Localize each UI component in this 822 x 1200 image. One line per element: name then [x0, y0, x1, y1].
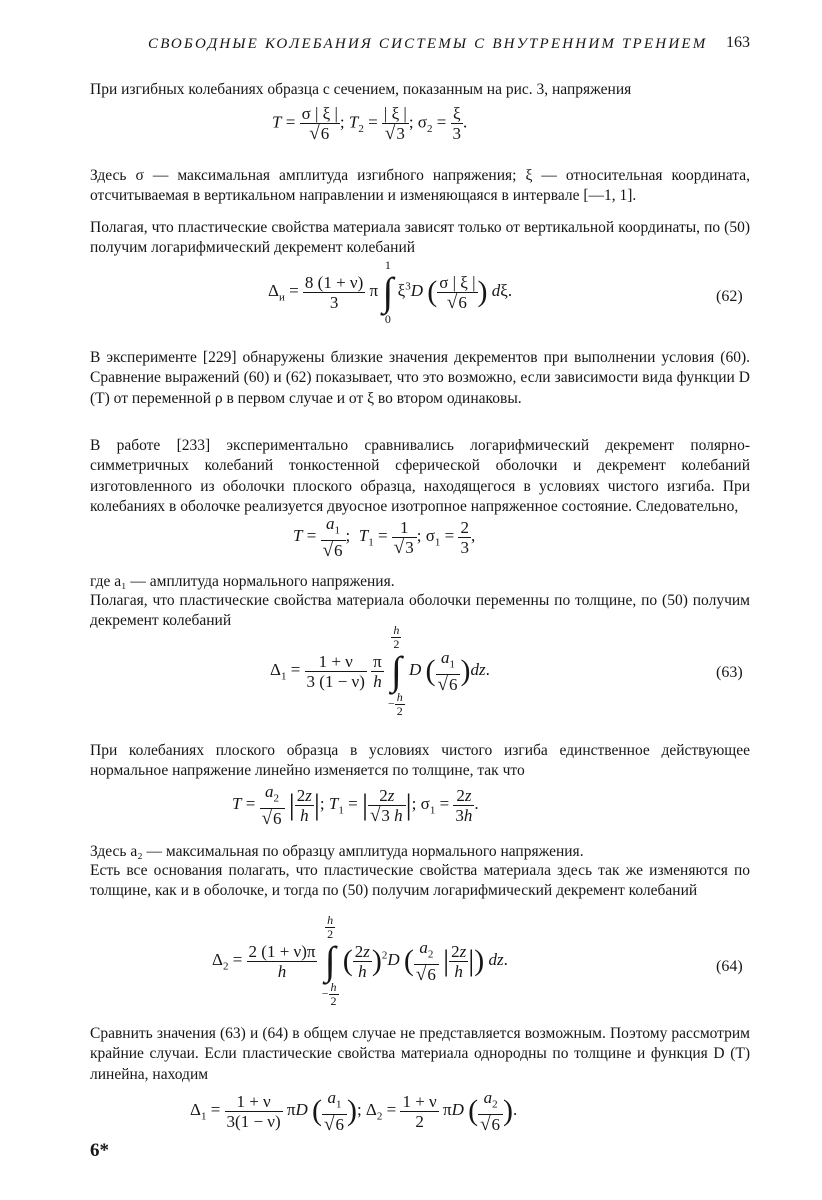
paragraph-10: Есть все основания полагать, что пластические свойства материала здесь так же изменяются по толщине, как и в оболочке, и тогда по (50) получим логарифмический декремент колебаний — [90, 862, 750, 900]
paragraph-11: Сравнить значения (63) и (64) в общем случае не представляется возможным. Поэтому рассмотрим крайние случаи. Если пластические свойства материала однородны по толщине и функция D (T) линейна, находим — [90, 1025, 750, 1083]
paragraph-3-text: Полагая, что пластические свойства материала зависят только от вертикальной координаты, по (50) получим логарифмический декремент колебаний — [90, 219, 750, 257]
formula-64: $\Delta_2$ = $\frac{2 (1 + \nu)\pi}{h}$ $\frac{h}{2}$ ∫ − $\frac{h}{2}$ ( $\frac{2z}{h}$ )$^2$D ( $\frac{a_2}{√6}$ | $\frac{2z}{h}$ |) dz. — [212, 913, 508, 1008]
equation-number-63: (63) — [716, 664, 743, 681]
paragraph-9: Здесь a₂ — максимальная по образцу амплитуда нормального напряжения. — [90, 843, 584, 860]
paragraph-3 — [90, 218, 750, 259]
paragraph-4: В эксперименте [229] обнаружены близкие значения декрементов при выполнении условия (60). Сравнение выражений (60) и (62) показывает, что это возможно, если зависимости вида функции D (T) от переменной ρ в первом случае и от ξ во втором одинаковы. — [90, 349, 750, 407]
signature-mark: 6* — [90, 1140, 109, 1161]
paragraph-7: Полагая, что пластические свойства материала оболочки переменны по толщине, по (50) получим декремент колебаний — [90, 592, 750, 630]
equation-number-62: (62) — [716, 288, 743, 305]
formula-linear-case: $\Delta_1$ = $\frac{1 + \nu}{3(1 - \nu)}$ πD ( $\frac{a_1}{√6}$ ); $\Delta_2$ = $\frac{1 + \nu}{2}$ πD ( $\frac{a_2}{√6}$ ). — [190, 1088, 518, 1136]
paragraph-1-text: При изгибных колебаниях образца с сечением, показанным на рис. 3, напряжения — [90, 81, 632, 98]
formula-62: $\Delta_и$ = $\frac{8 (1 + \nu)}{3}$ π 1 ∫ 0 $\xi^3D$ ( $\frac{\sigma | \xi |}{√6}$ ) dξ. — [268, 258, 513, 326]
paragraph-5: В работе [233] экспериментально сравнивались логарифмический декремент полярно-симметричных колебаний тонкостенной сферической оболочки и декремент колебаний изготовленного из оболочки плоского образца, находящегося в условиях чистого изгиба. При колебаниях в оболочке реализуется двуосное изотропное напряженное состояние. Следовательно, — [90, 437, 750, 515]
paragraph-6: где a₁ — амплитуда нормального напряжения. — [90, 573, 395, 590]
page-number: 163 — [726, 34, 750, 51]
paragraph-2: Здесь σ — максимальная амплитуда изгибного напряжения; ξ — относительная координата, отсчитываемая в вертикальном направлении и изменяющаяся в интервале [—1, 1]. — [90, 167, 750, 205]
formula-63: $\Delta_1$ = $\frac{1 + \nu}{3 (1 - \nu)}$ $\frac{\pi}{h}$ $\frac{h}{2}$ ∫ − $\frac{h}{2}$ D ( $\frac{a_1}{√6}$ )dz. — [270, 623, 490, 718]
formula-stress-shell: T = $\frac{a_1}{√6}$ ; $T_1$ = $\frac{1}{√3}$ ; $\sigma_1$ = $\frac{2}{3}$ , — [293, 514, 476, 562]
running-title: СВОБОДНЫЕ КОЛЕБАНИЯ СИСТЕМЫ С ВНУТРЕННИМ ТРЕНИЕМ — [148, 36, 708, 52]
formula-stress-plate: T = $\frac{a_2}{√6}$ | $\frac{2z}{h}$ |; $T_1$ = | $\frac{2z}{√3 h}$ |; $\sigma_1$ = $\frac{2z}{3h}$ . — [232, 782, 479, 830]
paragraph-1 — [90, 80, 750, 100]
paragraph-8: При колебаниях плоского образца в условиях чистого изгиба единственное действующее нормальное напряжение линейно изменяется по толщине, так что — [90, 742, 750, 780]
equation-number-64: (64) — [716, 958, 743, 975]
formula-stress-beam: T = $\frac{\sigma | \xi |}{√6}$ ; $T_2$ = $\frac{| \xi |}{√3}$ ; $\sigma_2$ = $\frac{\xi}{3}$ . — [272, 104, 468, 144]
